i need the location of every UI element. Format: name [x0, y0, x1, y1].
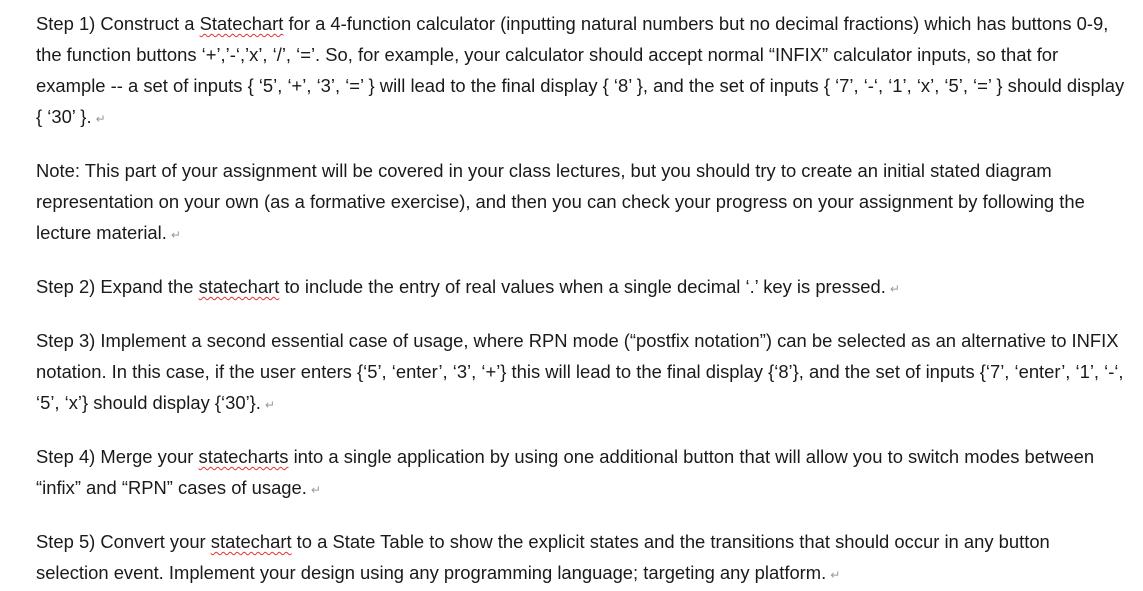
paragraph-step3	[36, 325, 1126, 421]
paragraph-text: Step 2) Expand the	[36, 276, 199, 297]
paragraph-text: Step 1) Construct a	[36, 13, 200, 34]
spellcheck-word: statechart	[198, 276, 280, 297]
paragraph-step1	[36, 8, 1126, 135]
paragraph-step5	[36, 526, 1126, 591]
paragraph-mark-icon: ↵	[95, 112, 106, 126]
paragraph-text: Step 4) Merge your	[36, 446, 199, 467]
paragraph-mark-icon: ↵	[310, 483, 321, 497]
paragraph-mark-icon: ↵	[264, 398, 275, 412]
paragraph-note	[36, 155, 1126, 251]
document-body	[36, 8, 1126, 591]
paragraph-mark-icon: ↵	[830, 568, 841, 582]
spellcheck-word: statechart	[210, 531, 292, 552]
paragraph-text: to include the entry of real values when a single decimal ‘.’ key is pressed.	[279, 276, 886, 297]
spellcheck-word: statecharts	[198, 446, 289, 467]
paragraph-text: for a 4-function calculator (inputting natural numbers but no decimal fractions) which has buttons 0-9, the function buttons ‘+’,’-‘,’x’, ‘/’, ‘=’. So, for example, your calculator should accept normal “INFIX” calculator inputs, so that for example -- a set of inputs { ‘5’, ‘+’, ‘3’, ‘=’ } will lead to the final display { ‘8’ }, and the set of inputs { ‘7’, ‘-‘, ‘1’, ‘x’, ‘5’, ‘=’ } should display { ‘30’ }.	[36, 13, 1125, 127]
paragraph-text: to a State Table to show the explicit states and the transitions that should occur in any button selection event. Implement your design using any programming language; targeting any platform.	[36, 531, 1050, 583]
paragraph-mark-icon: ↵	[889, 282, 900, 296]
paragraph-text: Step 3) Implement a second essential case of usage, where RPN mode (“postfix notation”) can be selected as an alternative to INFIX notation. In this case, if the user enters {‘5’, ‘enter’, ‘3’, ‘+’} this will lead to the final display {‘8’}, and the set of inputs {‘7’, ‘enter’, ‘1’, ‘-‘, ‘5’, ‘x’} should display {‘30’}.	[36, 330, 1124, 413]
paragraph-text: into a single application by using one additional button that will allow you to switch modes between “infix” and “RPN” cases of usage.	[36, 446, 1095, 498]
paragraph-step2	[36, 271, 1126, 305]
paragraph-text: Note: This part of your assignment will be covered in your class lectures, but you should try to create an initial stated diagram representation on your own (as a formative exercise), and then you can check your progress on your assignment by following the lecture material.	[36, 160, 1085, 243]
spellcheck-word: Statechart	[199, 13, 284, 34]
paragraph-text: Step 5) Convert your	[36, 531, 211, 552]
paragraph-mark-icon: ↵	[170, 228, 181, 242]
paragraph-step4	[36, 441, 1126, 506]
